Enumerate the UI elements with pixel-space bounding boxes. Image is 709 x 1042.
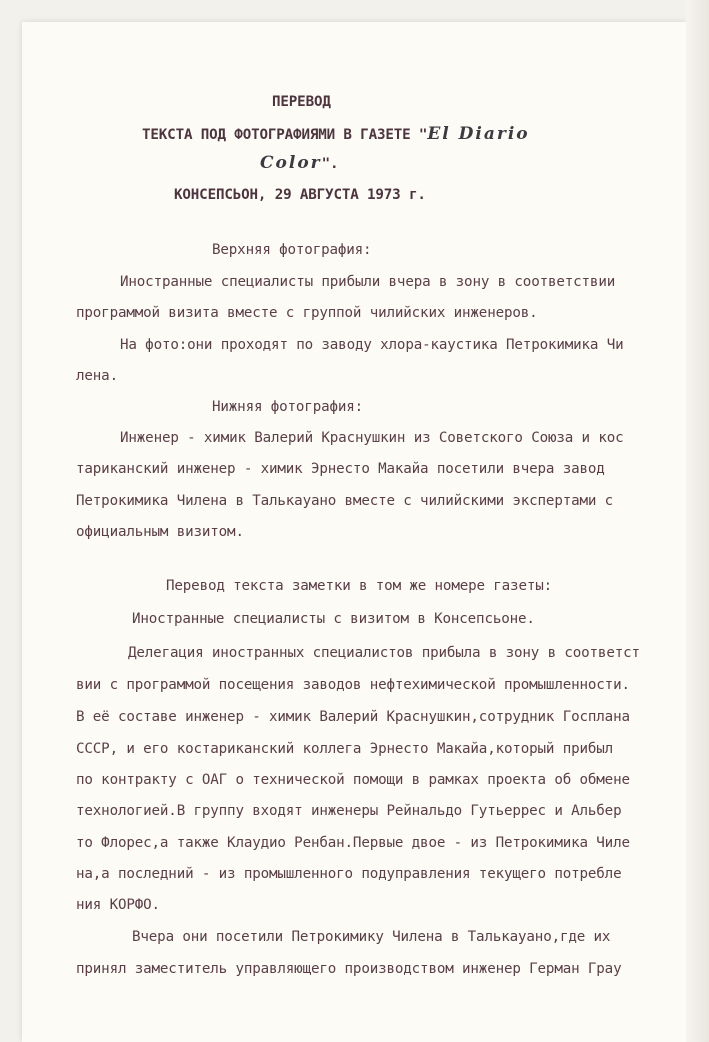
document-title: ПЕРЕВОД bbox=[272, 94, 331, 110]
upper-photo-text-line: лена. bbox=[76, 368, 118, 384]
subtitle-typed: ТЕКСТА ПОД ФОТОГРАФИЯМИ В ГАЗЕТЕ " bbox=[142, 127, 428, 143]
lower-photo-text-line: Петрокимика Чилена в Талькауано вместе с чилийскими экспертами с bbox=[76, 493, 614, 509]
note-body-line: то Флорес,а также Клаудио Ренбан.Первые двое - из Петрокимика Чиле bbox=[76, 835, 630, 851]
note-body-line: ния КОРФО. bbox=[76, 897, 160, 913]
note-body-line: по контракту с ОАГ о технической помощи в рамках проекта об обмене bbox=[76, 772, 630, 788]
note-body-line: технологией.В группу входят инженеры Рейнальдо Гутьеррес и Альбер bbox=[76, 803, 622, 819]
lower-photo-text-line: Инженер - химик Валерий Краснушкин из Советского Союза и кос bbox=[120, 430, 624, 446]
document-subtitle-cont bbox=[260, 154, 338, 173]
newspaper-name-handwritten-2: Color bbox=[260, 153, 322, 173]
upper-photo-text-line: На фото:они проходят по заводу хлора-каустика Петрокимика Чи bbox=[120, 337, 624, 353]
note-heading: Перевод текста заметки в том же номере газеты: bbox=[166, 578, 553, 594]
note-body-line: вии с программой посещения заводов нефтехимической промышленности. bbox=[76, 677, 630, 693]
note-body-line: Делегация иностранных специалистов прибыла в зону в соответст bbox=[128, 645, 640, 661]
upper-photo-heading: Верхняя фотография: bbox=[212, 242, 372, 258]
upper-photo-text-line: программой визита вместе с группой чилийских инженеров. bbox=[76, 305, 538, 321]
quote-end: ". bbox=[321, 156, 339, 172]
note-body-line: Вчера они посетили Петрокимику Чилена в Талькауано,где их bbox=[132, 929, 611, 945]
note-body-line: принял заместитель управляющего производством инженер Герман Грау bbox=[76, 961, 622, 977]
note-body-line: СССР, и его костариканский коллега Эрнесто Макайа,который прибыл bbox=[76, 741, 614, 757]
note-body-line: на,а последний - из промышленного подуправления текущего потребле bbox=[76, 866, 622, 882]
dateline: КОНСЕПСЬОН, 29 АВГУСТА 1973 г. bbox=[174, 187, 426, 203]
document-subtitle bbox=[142, 125, 530, 144]
upper-photo-text-line: Иностранные специалисты прибыли вчера в зону в соответствии bbox=[120, 274, 616, 290]
lower-photo-text-line: тариканский инженер - химик Эрнесто Макайа посетили вчера завод bbox=[76, 461, 605, 477]
note-body-line: В её составе инженер - химик Валерий Краснушкин,сотрудник Госплана bbox=[76, 709, 630, 725]
lower-photo-heading: Нижняя фотография: bbox=[212, 399, 364, 415]
lower-photo-text-line: официальным визитом. bbox=[76, 524, 244, 540]
newspaper-name-handwritten: El Diario bbox=[427, 124, 530, 144]
page-edge bbox=[686, 0, 709, 1042]
note-title: Иностранные специалисты с визитом в Консепсьоне. bbox=[132, 611, 535, 627]
